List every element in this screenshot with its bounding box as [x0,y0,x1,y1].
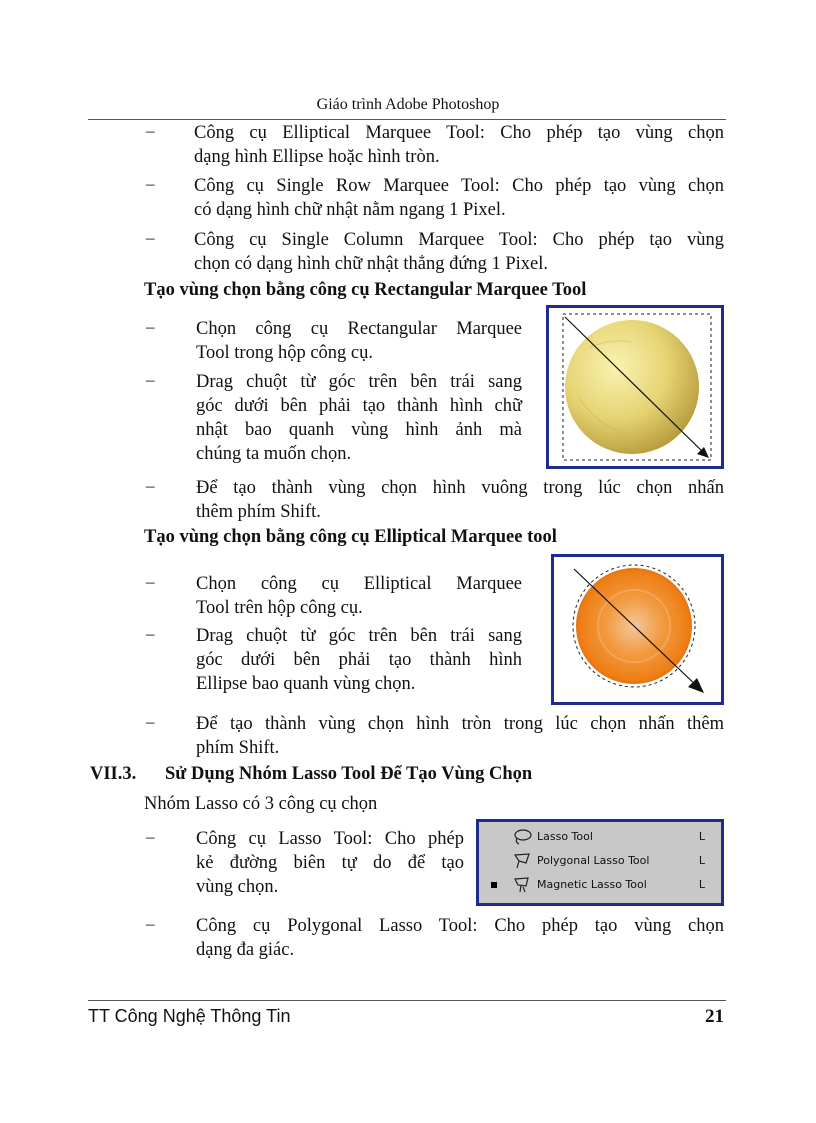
list-item-text: có dạng hình chữ nhật nằm ngang 1 Pixel. [194,200,506,220]
list-item-text: Công cụ Single Column Marquee Tool: Cho phép tạo vùng [194,230,724,250]
list-dash: – [146,370,155,389]
list-item-text: Công cụ Lasso Tool: Cho phép [196,829,464,849]
menu-item-shortcut: L [698,878,705,891]
rectangular-marquee-figure [546,305,724,469]
polygonal-lasso-icon [511,851,533,871]
list-item-text: Chọn công cụ Elliptical Marquee [196,574,522,594]
list-item-text: Tool trong hộp công cụ. [196,343,373,363]
list-item-text: Để tạo thành vùng chọn hình vuông trong lúc chọn nhấn [196,478,724,498]
menu-item-polygonal-lasso-tool[interactable] [479,850,721,872]
footer-rule [88,1000,726,1001]
melon-shape [565,320,699,454]
list-item-text: chúng ta muốn chọn. [196,444,352,464]
menu-item-lasso-tool[interactable] [479,826,721,848]
list-dash: – [146,174,155,193]
list-dash: – [146,476,155,495]
list-item-text: chọn có dạng hình chữ nhật thẳng đứng 1 Pixel. [194,254,549,274]
header-rule [88,119,726,120]
list-item-text: Công cụ Single Row Marquee Tool: Cho phép tạo vùng chọn [194,176,724,196]
list-dash: – [146,121,155,140]
list-dash: – [146,572,155,591]
list-item-text: thêm phím Shift. [196,502,321,522]
selected-bullet-icon [491,882,497,888]
page-number: 21 [705,1006,724,1027]
elliptical-marquee-figure [551,554,724,705]
lasso-tool-flyout [476,819,724,906]
list-item-text: phím Shift. [196,738,280,758]
list-item-text: Công cụ Polygonal Lasso Tool: Cho phép tạo vùng chọn [196,916,724,936]
section-intro: Nhóm Lasso có 3 công cụ chọn [144,794,378,814]
list-item-text: góc dưới bên phải tạo thành hình [196,650,522,670]
list-item-text: dạng hình Ellipse hoặc hình tròn. [194,147,440,167]
melon-image [549,308,721,466]
section-heading-elliptical: Tạo vùng chọn bằng công cụ Elliptical Marquee tool [144,527,557,547]
list-item-text: nhật bao quanh vùng hình ảnh mà [196,420,522,440]
page-header: Giáo trình Adobe Photoshop [316,96,500,113]
section-heading-lasso: Sử Dụng Nhóm Lasso Tool Để Tạo Vùng Chọn [165,764,533,784]
lasso-icon [511,827,533,847]
menu-item-label: Polygonal Lasso Tool [537,854,650,867]
list-item-text: kẻ đường biên tự do để tạo [196,853,464,873]
list-dash: – [146,624,155,643]
menu-item-magnetic-lasso-tool[interactable] [479,874,721,896]
magnetic-lasso-icon [511,875,533,895]
list-item-text: Drag chuột từ góc trên bên trái sang [196,372,522,392]
orange-slice-image [554,557,721,702]
list-item-text: Ellipse bao quanh vùng chọn. [196,674,416,694]
menu-item-label: Lasso Tool [537,830,593,843]
menu-item-label: Magnetic Lasso Tool [537,878,647,891]
list-item-text: dạng đa giác. [196,940,295,960]
list-dash: – [146,228,155,247]
list-item-text: Chọn công cụ Rectangular Marquee [196,319,522,339]
menu-item-shortcut: L [698,830,705,843]
list-item-text: Drag chuột từ góc trên bên trái sang [196,626,522,646]
list-item-text: vùng chọn. [196,877,279,897]
footer-organization: TT Công Nghệ Thông Tin [88,1006,291,1026]
section-number: VII.3. [90,764,137,784]
list-dash: – [146,317,155,336]
list-dash: – [146,827,155,846]
list-dash: – [146,712,155,731]
list-item-text: Tool trên hộp công cụ. [196,598,363,618]
list-item-text: góc dưới bên phải tạo thành hình chữ [196,396,522,416]
section-heading-rectangular: Tạo vùng chọn bằng công cụ Rectangular Marquee Tool [144,280,587,300]
menu-item-shortcut: L [698,854,705,867]
list-item-text: Công cụ Elliptical Marquee Tool: Cho phép tạo vùng chọn [194,123,724,143]
list-item-text: Để tạo thành vùng chọn hình tròn trong lúc chọn nhấn thêm [196,714,724,734]
list-dash: – [146,914,155,933]
